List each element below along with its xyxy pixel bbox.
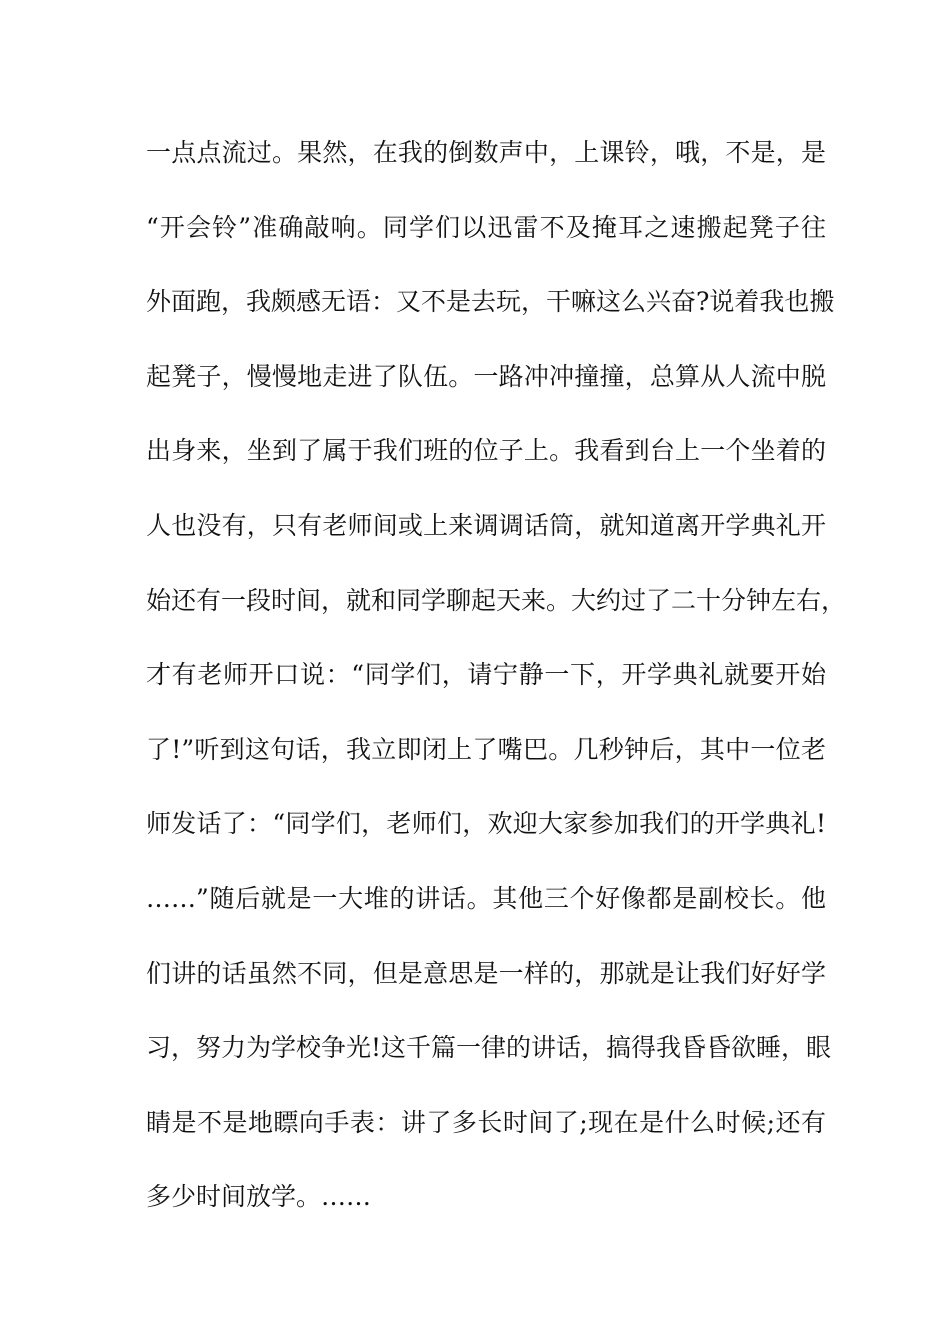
- text-line: 睛是不是地瞟向手表：讲了多长时间了;现在是什么时候;还有: [146, 1107, 826, 1137]
- text-line: “开会铃”准确敲响。同学们以迅雷不及掩耳之速搬起凳子往: [146, 212, 826, 242]
- text-line: 师发话了：“同学们，老师们，欢迎大家参加我们的开学典礼!: [146, 809, 826, 839]
- text-line: 起凳子，慢慢地走进了队伍。一路冲冲撞撞，总算从人流中脱: [146, 361, 826, 391]
- text-line: 人也没有，只有老师间或上来调调话筒，就知道离开学典礼开: [146, 510, 826, 540]
- text-line: 出身来，坐到了属于我们班的位子上。我看到台上一个坐着的: [146, 436, 826, 466]
- text-line: 才有老师开口说：“同学们，请宁静一下，开学典礼就要开始: [146, 660, 826, 690]
- text-line: 始还有一段时间，就和同学聊起天来。大约过了二十分钟左右，: [146, 585, 847, 615]
- text-line: 们讲的话虽然不同，但是意思是一样的，那就是让我们好好学: [146, 958, 826, 988]
- text-line: 了!”听到这句话，我立即闭上了嘴巴。几秒钟后，其中一位老: [146, 734, 826, 764]
- text-line: 习，努力为学校争光!这千篇一律的讲话，搞得我昏昏欲睡，眼: [146, 1033, 832, 1063]
- text-line: 多少时间放学。……: [146, 1182, 372, 1212]
- text-line: 一点点流过。果然，在我的倒数声中，上课铃，哦，不是，是: [146, 138, 826, 167]
- text-line: ……”随后就是一大堆的讲话。其他三个好像都是副校长。他: [146, 883, 826, 913]
- body-text: [146, 133, 847, 1252]
- text-line: 外面跑，我颇感无语：又不是去玩，干嘛这么兴奋?说着我也搬: [146, 287, 835, 317]
